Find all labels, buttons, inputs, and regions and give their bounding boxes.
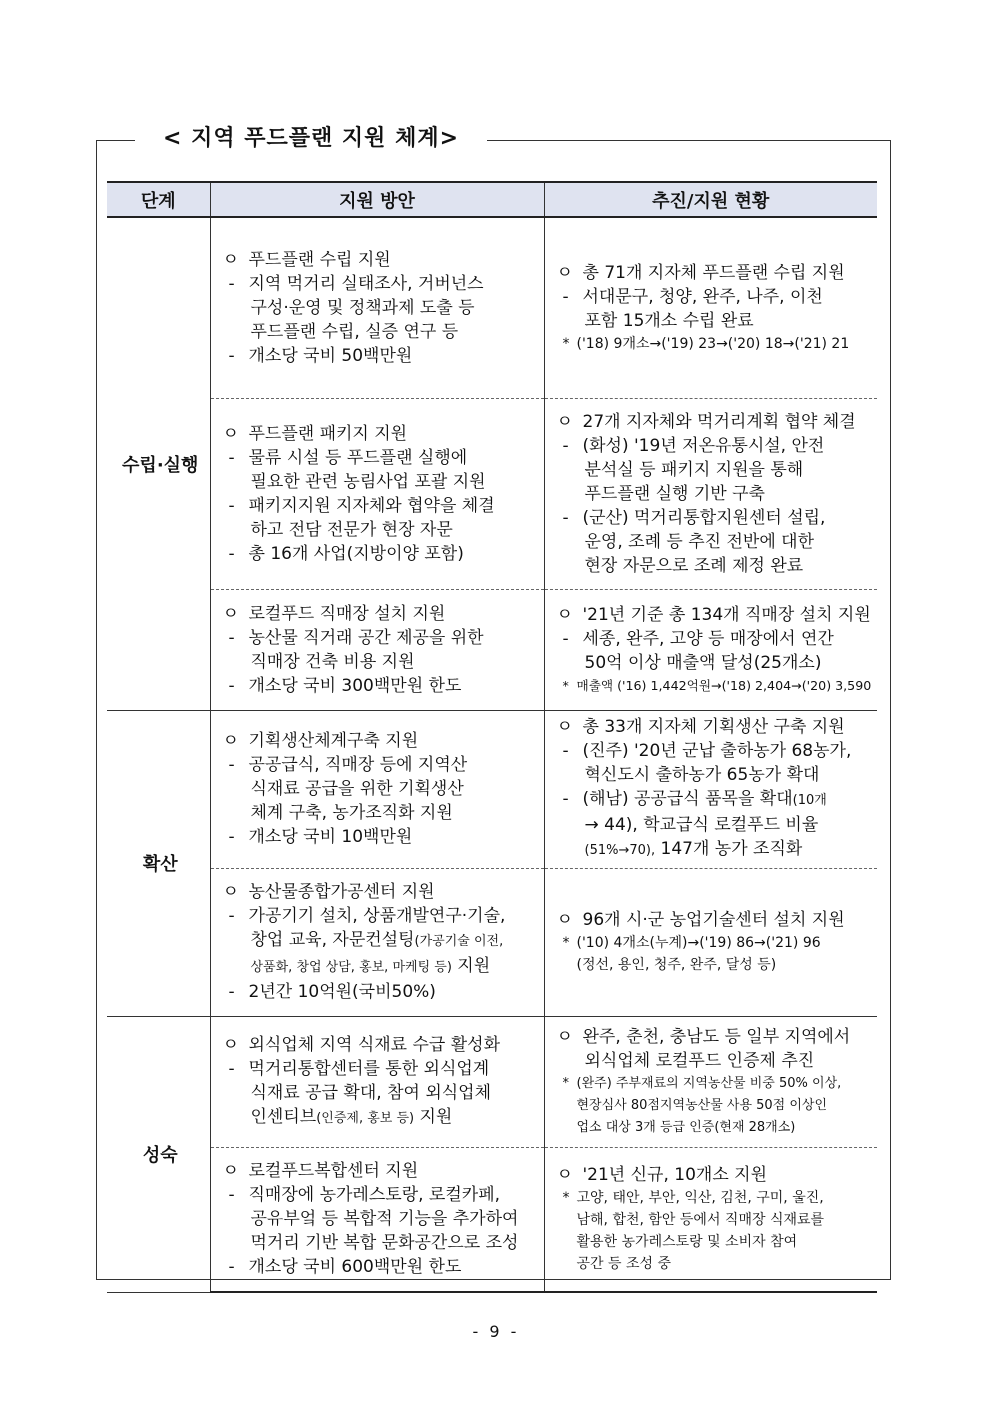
plan-cell: ㅇ 푸드플랜 수립 지원 - 지역 먹거리 실태조사, 거버넌스 구성·운영 및 정책과제 도출 등 푸드플랜 수립, 실증 연구 등 - 개소당 국비 50백만원 <box>210 217 544 398</box>
plan-cell: ㅇ 농산물종합가공센터 지원 - 가공기기 설치, 상품개발연구·기술, 창업 교육, 자문컨설팅(가공기술 이전, 상품화, 창업 상담, 홍보, 마케팅 등) 지원 - 2년간 10억원(국비50%) <box>210 868 544 1016</box>
stage-cell-expand: 확산 <box>107 710 210 1016</box>
stage-cell-mature: 성숙 <box>107 1016 210 1292</box>
header-status: 추진/지원 현황 <box>544 182 877 217</box>
plan-cell: ㅇ 푸드플랜 패키지 지원 - 물류 시설 등 푸드플랜 실행에 필요한 관련 농림사업 포괄 지원 - 패키지지원 지자체와 협약을 체결 하고 전담 전문가 현장 자문 - 총 16개 사업(지방이양 포함) <box>210 398 544 589</box>
page-title: < 지역 푸드플랜 지원 체계> <box>135 122 487 156</box>
plan-cell: ㅇ 로컬푸드 직매장 설치 지원 - 농산물 직거래 공간 제공을 위한 직매장 건축 비용 지원 - 개소당 국비 300백만원 한도 <box>210 589 544 710</box>
status-cell: ㅇ '21년 기준 총 134개 직매장 설치 지원 - 세종, 완주, 고양 등 매장에서 연간 50억 이상 매출액 달성(25개소) * 매출액 ('16) 1,442억원→('18) 2,404→('20) 3,590 <box>544 589 877 710</box>
table-row <box>107 868 877 1016</box>
header-stage: 단계 <box>107 182 210 217</box>
status-cell: ㅇ '21년 신규, 10개소 지원 * 고양, 태안, 부안, 익산, 김천, 구미, 울진, 남해, 합천, 함안 등에서 직매장 식재료를 활용한 농가레스토랑 및 소비자 참여 공간 등 조성 중 <box>544 1147 877 1292</box>
plan-cell: ㅇ 기획생산체계구축 지원 - 공공급식, 직매장 등에 지역산 식재료 공급을 위한 기획생산 체계 구축, 농가조직화 지원 - 개소당 국비 10백만원 <box>210 710 544 868</box>
status-cell: ㅇ 27개 지자체와 먹거리계획 협약 체결 - (화성) '19년 저온유통시설, 안전 분석실 등 패키지 지원을 통해 푸드플랜 실행 기반 구축 - (군산) 먹거리통합지원센터 설립, 운영, 조례 등 추진 전반에 대한 현장 자문으로 조례 제정 완료 <box>544 398 877 589</box>
page-number: - 9 - <box>472 1322 520 1341</box>
plan-cell: ㅇ 로컬푸드복합센터 지원 - 직매장에 농가레스토랑, 로컬카페, 공유부엌 등 복합적 기능을 추가하여 먹거리 기반 복합 문화공간으로 조성 - 개소당 국비 600백만원 한도 <box>210 1147 544 1292</box>
status-cell: ㅇ 총 71개 지자체 푸드플랜 수립 지원 - 서대문구, 청양, 완주, 나주, 이천 포함 15개소 수립 완료 * ('18) 9개소→('19) 23→('20) 18→('21) 21 <box>544 217 877 398</box>
table-row <box>107 398 877 589</box>
status-cell: ㅇ 96개 시·군 농업기술센터 설치 지원 * ('10) 4개소(누계)→('19) 86→('21) 96 (정선, 용인, 청주, 완주, 달성 등) <box>544 868 877 1016</box>
status-cell: ㅇ 완주, 춘천, 충남도 등 일부 지역에서 외식업체 로컬푸드 인증제 추진 * (완주) 주부재료의 지역농산물 비중 50% 이상, 현장심사 80점지역농산물 사용 50점 이상인 업소 대상 3개 등급 인증(현재 28개소) <box>544 1016 877 1147</box>
table-row <box>107 1147 877 1292</box>
table-header-row <box>107 182 877 217</box>
table-row <box>107 217 877 398</box>
table-row <box>107 589 877 710</box>
status-cell: ㅇ 총 33개 지자체 기획생산 구축 지원 - (진주) '20년 군납 출하농가 68농가, 혁신도시 출하농가 65농가 확대 - (해남) 공공급식 품목을 확대(10개 → 44), 학교급식 로컬푸드 비율 (51%→70), 147개 농가 조직화 <box>544 710 877 868</box>
table-row <box>107 1016 877 1147</box>
table-row <box>107 710 877 868</box>
header-plan: 지원 방안 <box>210 182 544 217</box>
stage-cell-establish: 수립·실행 <box>107 217 210 710</box>
food-plan-support-table <box>107 181 877 1293</box>
plan-cell: ㅇ 외식업체 지역 식재료 수급 활성화 - 먹거리통합센터를 통한 외식업계 식재료 공급 확대, 참여 외식업체 인센티브(인증제, 홍보 등) 지원 <box>210 1016 544 1147</box>
